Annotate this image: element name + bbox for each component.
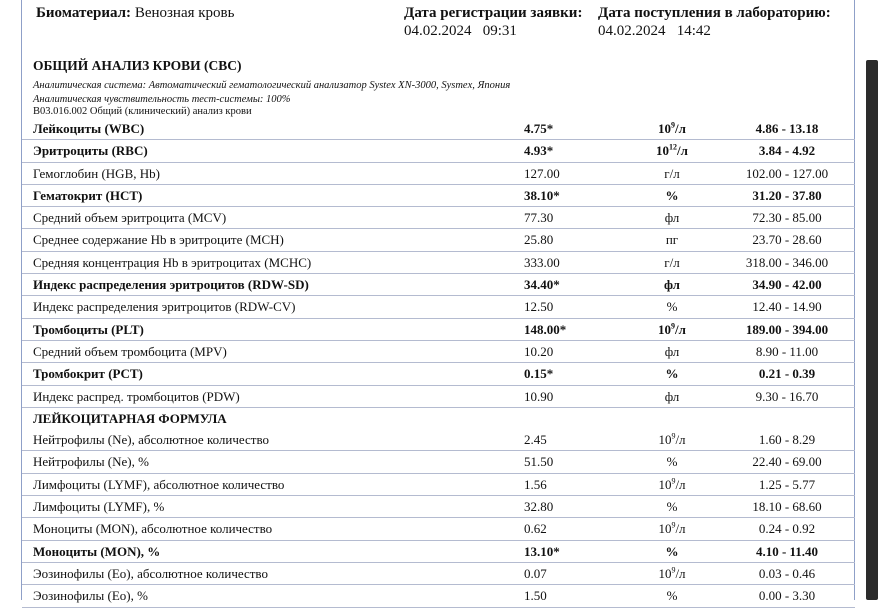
table-row: [22, 474, 855, 496]
registration-date-value: 04.02.2024 09:31: [404, 23, 517, 39]
test-value: 34.40*: [524, 277, 560, 293]
table-row: [22, 386, 855, 408]
test-value: 0.15*: [524, 366, 554, 382]
received-date-value: 04.02.2024 14:42: [598, 23, 711, 39]
section-title: ОБЩИЙ АНАЛИЗ КРОВИ (СВС): [33, 58, 242, 73]
test-value: 10.90: [524, 388, 554, 404]
test-value: 12.50: [524, 299, 554, 315]
reference-range: 31.20 - 37.80: [752, 187, 822, 203]
test-name: Моноциты (MON), абсолютное количество: [33, 521, 273, 537]
test-name: Лейкоциты (WBC): [33, 121, 145, 136]
sensitivity-info: Аналитическая чувствительность тест-системы: 100%: [33, 94, 291, 105]
test-value: 0.62: [524, 521, 547, 537]
table-row: [22, 541, 855, 563]
table-row: [22, 451, 855, 473]
test-name: Лимфоциты (LYMF), абсолютное количество: [33, 476, 285, 492]
table-row: [22, 140, 855, 162]
test-value: 148.00*: [524, 321, 567, 337]
test-unit: %: [665, 366, 679, 382]
test-value: 4.93*: [524, 143, 554, 159]
test-value: 13.10*: [524, 543, 560, 559]
reference-range: 1.25 - 5.77: [758, 476, 816, 492]
test-unit: фл: [664, 277, 680, 293]
test-value: 1.50: [524, 588, 547, 604]
test-unit: фл: [664, 343, 680, 359]
test-name: Индекс распред. тромбоцитов (PDW): [33, 388, 240, 404]
table-row: [22, 118, 855, 140]
test-value: 10.20: [524, 343, 554, 359]
table-row: [22, 518, 855, 540]
biomaterial: [36, 5, 234, 22]
test-value: 1.56: [524, 476, 547, 492]
test-unit: %: [666, 299, 678, 315]
table-row: [22, 274, 855, 296]
test-name: Гематокрит (HCT): [33, 187, 143, 203]
test-unit: $10^9/л$: [658, 120, 686, 136]
group-header: [22, 408, 855, 429]
test-name: Среднее содержание Hb в эритроците (MCH): [33, 232, 284, 248]
test-name: Индекс распределения эритроцитов (RDW-SD): [33, 277, 309, 293]
reference-range: 34.90 - 42.00: [752, 277, 822, 293]
biomaterial-value: Венозная кровь: [134, 5, 235, 21]
test-unit: %: [665, 543, 679, 559]
table-row: [22, 363, 855, 385]
test-unit: $10^9/л$: [658, 321, 686, 337]
biomaterial-label: Биоматериал:: [36, 5, 132, 21]
analyzer-info: Аналитическая система: Автоматический гематологический анализатор Systex XN-3000, Sysmex, Япония: [33, 80, 511, 91]
reference-range: 102.00 - 127.00: [745, 165, 829, 181]
test-unit: $10^9/л$: [658, 476, 686, 492]
test-name: Индекс распределения эритроцитов (RDW-CV): [33, 299, 296, 315]
reference-range: 1.60 - 8.29: [758, 432, 816, 448]
reference-range: 12.40 - 14.90: [752, 299, 822, 315]
reference-range: 318.00 - 346.00: [745, 254, 829, 270]
test-unit: г/л: [664, 165, 680, 181]
test-name: Лимфоциты (LYMF), %: [33, 499, 165, 515]
test-value: 2.45: [524, 432, 547, 448]
test-name: Тромбоциты (PLT): [33, 321, 144, 337]
test-name: Моноциты (MON), %: [33, 543, 161, 559]
test-name: Нейтрофилы (Ne), абсолютное количество: [33, 432, 270, 448]
test-unit: %: [666, 588, 678, 604]
test-unit: пг: [665, 232, 679, 248]
test-name: Эозинофилы (Eo), абсолютное количество: [33, 565, 268, 581]
results-table: [22, 118, 855, 608]
test-name: Средний объем эритроцита (MCV): [33, 210, 227, 226]
test-unit: г/л: [664, 254, 680, 270]
service-code: B03.016.002 Общий (клинический) анализ крови: [33, 106, 252, 117]
reference-range: 0.03 - 0.46: [758, 565, 816, 581]
reference-range: 3.84 - 4.92: [758, 143, 816, 159]
table-row: [22, 429, 855, 451]
reference-range: 22.40 - 69.00: [752, 454, 822, 470]
test-name: ЛЕЙКОЦИТАРНАЯ ФОРМУЛА: [33, 410, 227, 426]
table-row: [22, 252, 855, 274]
received-date-label: Дата поступления в лабораторию:: [598, 5, 831, 21]
reference-range: 4.86 - 13.18: [755, 121, 819, 136]
test-name: Средняя концентрация Hb в эритроцитах (MCHC): [33, 254, 312, 270]
test-value: 333.00: [524, 254, 560, 270]
test-value: 51.50: [524, 454, 554, 470]
test-name: Эозинофилы (Eo), %: [33, 588, 148, 604]
reference-range: 18.10 - 68.60: [752, 499, 822, 515]
table-row: [22, 496, 855, 518]
test-value: 77.30: [524, 210, 554, 226]
test-name: Гемоглобин (HGB, Hb): [33, 165, 160, 181]
test-unit: фл: [664, 210, 680, 226]
test-unit: $10^9/л$: [658, 565, 686, 581]
test-unit: $10^{12}/л$: [656, 142, 688, 159]
test-unit: фл: [664, 388, 680, 404]
test-name: Эритроциты (RBC): [33, 143, 148, 159]
table-row: [22, 185, 855, 207]
test-unit: %: [665, 187, 679, 203]
table-row: [22, 341, 855, 363]
registration-date-label: Дата регистрации заявки:: [404, 5, 583, 21]
reference-range: 23.70 - 28.60: [752, 232, 822, 248]
table-row: [22, 585, 855, 607]
table-row: [22, 563, 855, 585]
test-value: 127.00: [524, 165, 560, 181]
test-name: Средний объем тромбоцита (MPV): [33, 343, 227, 359]
table-row: [22, 163, 855, 185]
table-row: [22, 296, 855, 318]
reference-range: 9.30 - 16.70: [755, 388, 819, 404]
test-value: 38.10*: [524, 187, 560, 203]
reference-range: 0.00 - 3.30: [758, 588, 816, 604]
test-unit: %: [666, 499, 678, 515]
reference-range: 189.00 - 394.00: [745, 321, 829, 337]
table-row: [22, 229, 855, 251]
reference-range: 0.24 - 0.92: [758, 521, 816, 537]
test-value: 4.75*: [524, 121, 554, 136]
reference-range: 8.90 - 11.00: [755, 343, 819, 359]
test-unit: %: [666, 454, 678, 470]
scrollbar[interactable]: [866, 60, 878, 600]
test-name: Нейтрофилы (Ne), %: [33, 454, 149, 470]
table-row: [22, 319, 855, 341]
test-value: 25.80: [524, 232, 554, 248]
test-value: 32.80: [524, 499, 554, 515]
test-value: 0.07: [524, 565, 547, 581]
reference-range: 0.21 - 0.39: [758, 366, 816, 382]
table-row: [22, 207, 855, 229]
reference-range: 4.10 - 11.40: [755, 543, 819, 559]
test-unit: $10^9/л$: [658, 431, 686, 448]
test-unit: $10^9/л$: [658, 521, 686, 537]
reference-range: 72.30 - 85.00: [752, 210, 822, 226]
test-name: Тромбокрит (PCT): [33, 366, 143, 382]
